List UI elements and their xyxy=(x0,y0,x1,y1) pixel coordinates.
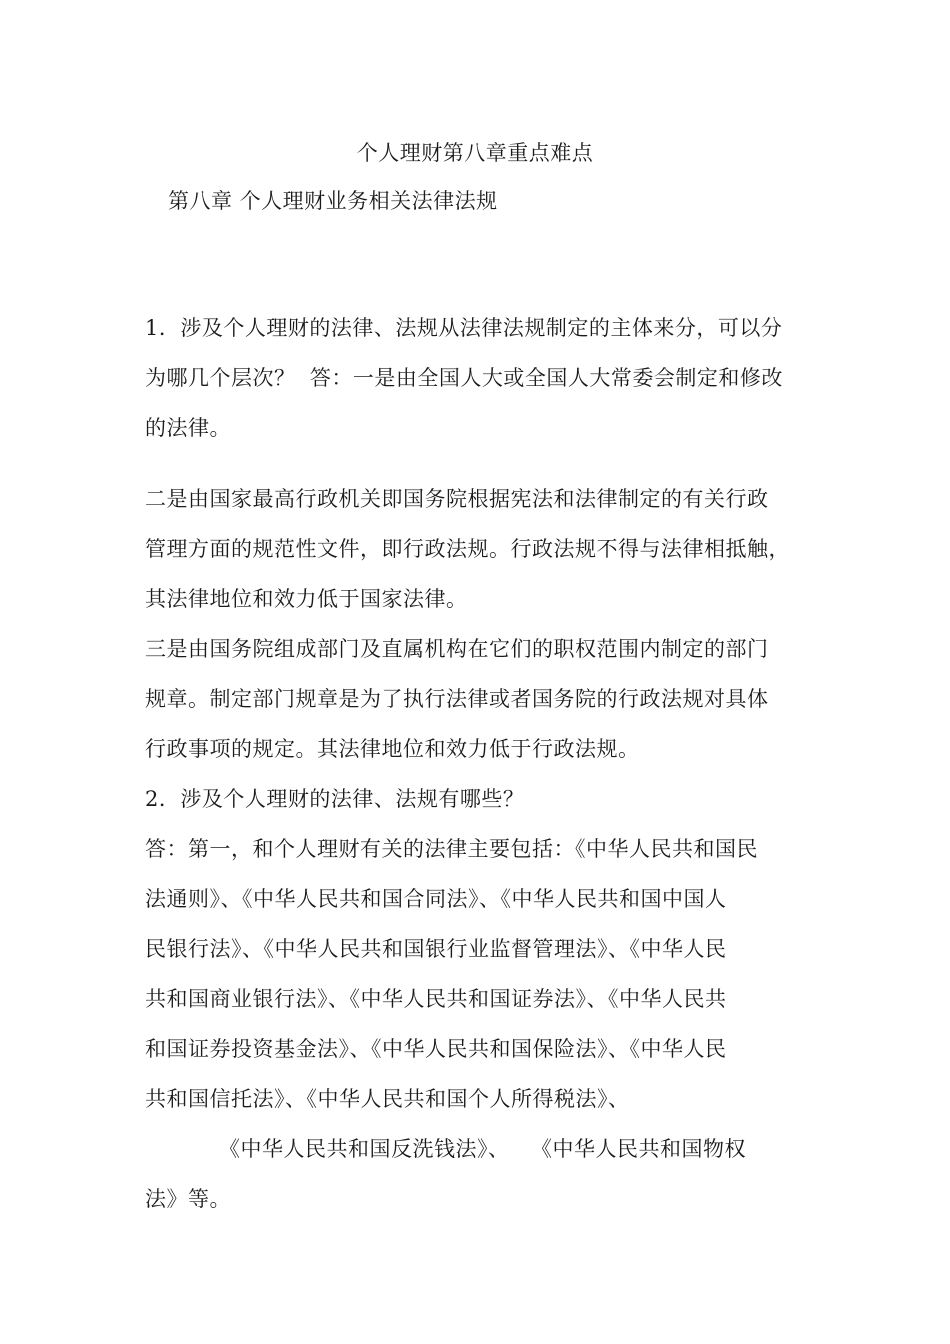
paragraph-2-line-3: 其法律地位和效力低于国家法律。 xyxy=(145,587,468,611)
paragraph-2-line-1: 二是由国家最高行政机关即国务院根据宪法和法律制定的有关行政 xyxy=(145,487,769,511)
answer-2-line-1: 答：第一，和个人理财有关的法律主要包括：《中华人民共和国民 xyxy=(145,837,758,861)
chapter-heading: 第八章 个人理财业务相关法律法规 xyxy=(168,189,498,213)
answer-2-line-2: 法通则》、《中华人民共和国合同法》、《中华人民共和国中国人 xyxy=(145,887,727,911)
answer-2-line-7: 《中华人民共和国反洗钱法》、 《中华人民共和国物权 xyxy=(219,1137,747,1161)
answer-2-line-6: 共和国信托法》、《中华人民共和国个人所得税法》、 xyxy=(145,1087,630,1111)
answer-2-line-3: 民银行法》、《中华人民共和国银行业监督管理法》、《中华人民 xyxy=(145,937,727,961)
answer-2-line-8: 法》等。 xyxy=(145,1187,231,1211)
question-1-line-1: 1．涉及个人理财的法律、法规从法律法规制定的主体来分，可以分 xyxy=(145,316,783,340)
question-1-line-3: 的法律。 xyxy=(145,416,231,440)
answer-2-line-4: 共和国商业银行法》、《中华人民共和国证券法》、《中华人民共 xyxy=(145,987,727,1011)
paragraph-3-line-3: 行政事项的规定。其法律地位和效力低于行政法规。 xyxy=(145,737,640,761)
paragraph-2-line-2: 管理方面的规范性文件，即行政法规。行政法规不得与法律相抵触， xyxy=(145,537,790,561)
question-1-line-2: 为哪几个层次？ 答：一是由全国人大或全国人大常委会制定和修改 xyxy=(145,366,783,390)
answer-2-line-5: 和国证券投资基金法》、《中华人民共和国保险法》、《中华人民 xyxy=(145,1037,727,1061)
paragraph-3-line-1: 三是由国务院组成部门及直属机构在它们的职权范围内制定的部门 xyxy=(145,637,769,661)
document-title: 个人理财第八章重点难点 xyxy=(356,141,594,165)
paragraph-3-line-2: 规章。制定部门规章是为了执行法律或者国务院的行政法规对具体 xyxy=(145,687,769,711)
question-2-line-1: 2．涉及个人理财的法律、法规有哪些？ xyxy=(145,787,525,811)
